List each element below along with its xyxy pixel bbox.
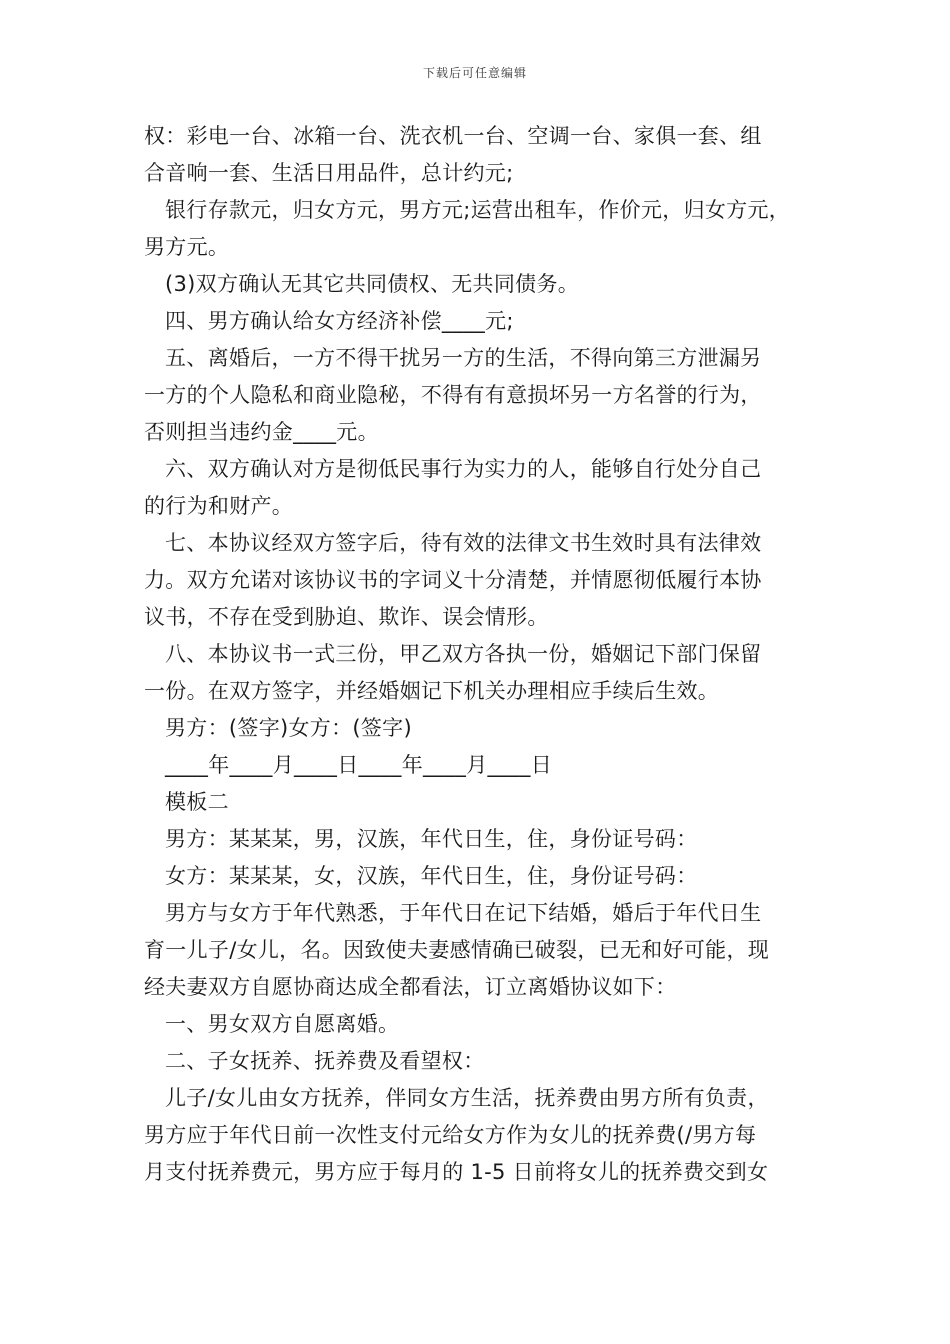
text-line: 银行存款元，归女方元，男方元;运营出租车，作价元，归女方元， bbox=[165, 198, 791, 222]
text-line: 男方元。 bbox=[144, 235, 230, 259]
text-line: 力。双方允诺对该协议书的字词义十分清楚，并情愿彻低履行本协 bbox=[144, 568, 762, 592]
text-line: 七、本协议经双方签字后，待有效的法律文书生效时具有法律效 bbox=[165, 531, 762, 555]
text-line: 一份。在双方签字，并经婚姻记下机关办理相应手续后生效。 bbox=[144, 679, 720, 703]
text-line: 六、双方确认对方是彻低民事行为实力的人，能够自行处分自己 bbox=[165, 457, 762, 481]
text-line: (3)双方确认无其它共同债权、无共同债务。 bbox=[165, 272, 580, 296]
text-line: 一方的个人隐私和商业隐秘，不得有有意损坏另一方名誉的行为， bbox=[144, 383, 762, 407]
text-line: 否则担当违约金____元。 bbox=[144, 420, 379, 444]
document-body bbox=[144, 118, 812, 1191]
text-line: 八、本协议书一式三份，甲乙双方各执一份，婚姻记下部门保留 bbox=[165, 642, 762, 666]
text-line: 二、子女抚养、抚养费及看望权： bbox=[165, 1049, 485, 1073]
text-line: 男方应于年代日前一次性支付元给女方作为女儿的抚养费(/男方每 bbox=[144, 1123, 757, 1147]
text-line: 男方与女方于年代熟悉，于年代日在记下结婚，婚后于年代日生 bbox=[165, 901, 762, 925]
page-header-note: 下载后可任意编辑 bbox=[422, 66, 527, 80]
text-line: ____年____月____日____年____月____日 bbox=[165, 753, 552, 777]
text-line: 模板二 bbox=[165, 790, 229, 814]
text-line: 女方：某某某，女，汉族，年代日生，住，身份证号码： bbox=[165, 864, 698, 888]
text-line: 权：彩电一台、冰箱一台、洗衣机一台、空调一台、家俱一套、组 bbox=[144, 124, 762, 148]
text-line: 男方：(签字)女方：(签字) bbox=[165, 716, 412, 740]
text-line: 男方：某某某，男，汉族，年代日生，住，身份证号码： bbox=[165, 827, 698, 851]
text-line: 月支付抚养费元，男方应于每月的 1-5 日前将女儿的抚养费交到女 bbox=[144, 1160, 769, 1184]
text-line: 议书，不存在受到胁迫、欺诈、误会情形。 bbox=[144, 605, 549, 629]
text-line: 的行为和财产。 bbox=[144, 494, 294, 518]
text-line: 合音响一套、生活日用品件，总计约元; bbox=[144, 161, 514, 185]
text-line: 经夫妻双方自愿协商达成全都看法，订立离婚协议如下： bbox=[144, 975, 677, 999]
text-line: 一、男女双方自愿离婚。 bbox=[165, 1012, 400, 1036]
text-line: 四、男方确认给女方经济补偿____元; bbox=[165, 309, 514, 333]
text-line: 儿子/女儿由女方抚养，伴同女方生活，抚养费由男方所有负责， bbox=[165, 1086, 769, 1110]
text-line: 育一儿子/女儿，名。因致使夫妻感情确已破裂，已无和好可能，现 bbox=[144, 938, 770, 962]
text-line: 五、离婚后，一方不得干扰另一方的生活，不得向第三方泄漏另 bbox=[165, 346, 762, 370]
